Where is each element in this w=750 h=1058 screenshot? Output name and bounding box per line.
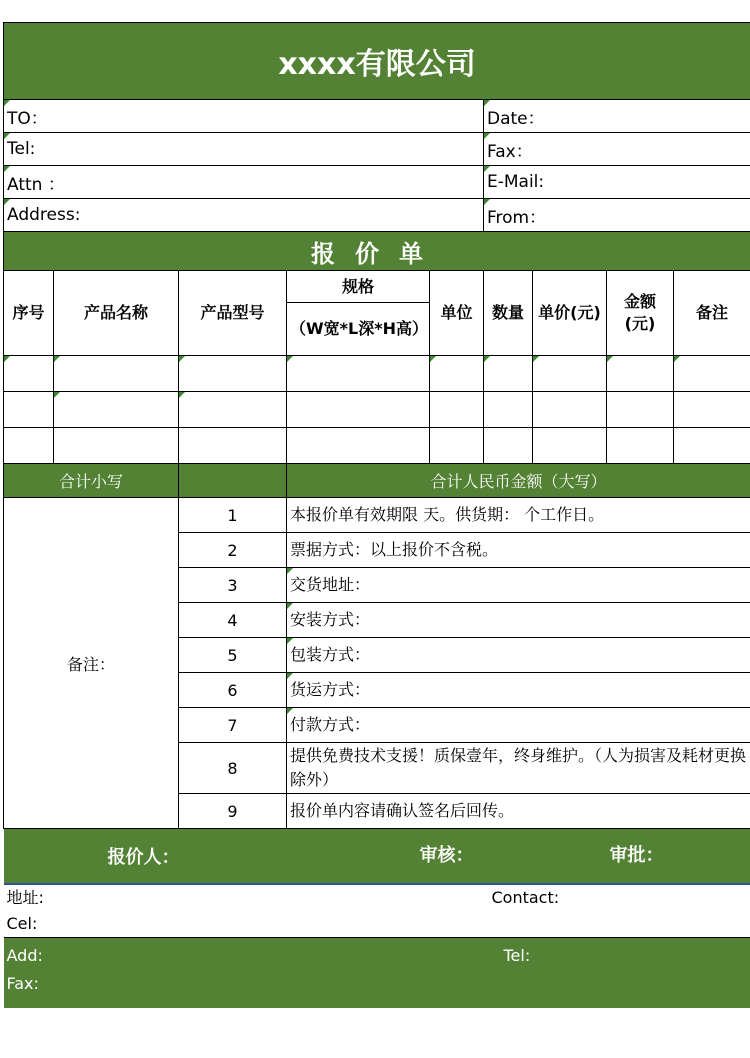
note-text[interactable]: 本报价单有效期限 天。供货期： 个工作日。 — [287, 498, 750, 533]
quoter-label: 报价人： — [4, 829, 287, 885]
note-text[interactable]: 报价单内容请确认签名后回传。 — [287, 794, 750, 829]
note-number: 1 — [179, 498, 287, 533]
cell[interactable] — [4, 356, 54, 392]
cell[interactable] — [430, 356, 484, 392]
cell[interactable] — [430, 392, 484, 428]
cell[interactable] — [287, 392, 430, 428]
total-big-label: 合计人民币金额（大写） — [287, 464, 750, 498]
footer-cel: Cel: — [6, 914, 38, 933]
notes-label: 备注： — [4, 498, 179, 829]
note-number: 2 — [179, 533, 287, 568]
footer-bar-left — [4, 938, 484, 1009]
quotation-sheet — [3, 22, 750, 1008]
table-row — [4, 392, 750, 428]
col-spec-sub: （W宽*L深*H高） — [287, 303, 430, 356]
cell[interactable] — [484, 392, 533, 428]
cell[interactable] — [54, 356, 179, 392]
cell[interactable] — [607, 356, 674, 392]
note-text[interactable]: 票据方式：以上报价不含税。 — [287, 533, 750, 568]
note-text[interactable]: 包装方式： — [287, 638, 750, 673]
footer-address: 地址: — [6, 888, 44, 907]
cell[interactable] — [54, 392, 179, 428]
fax-field[interactable]: Fax： — [484, 133, 750, 166]
col-qty: 数量 — [484, 271, 533, 356]
to-field[interactable]: TO： — [4, 100, 484, 133]
tel-field[interactable]: Tel: — [4, 133, 484, 166]
footer-fax: Fax: — [6, 974, 39, 993]
company-title: xxxx有限公司 — [4, 23, 750, 100]
footer-contact-left — [4, 884, 484, 938]
address-field[interactable]: Address: — [4, 199, 484, 232]
footer-tel: Tel: — [484, 938, 750, 1009]
note-text[interactable]: 交货地址： — [287, 568, 750, 603]
note-number: 4 — [179, 603, 287, 638]
footer-add: Add: — [6, 946, 43, 965]
note-text[interactable]: 付款方式： — [287, 708, 750, 743]
col-seq: 序号 — [4, 271, 54, 356]
note-number: 7 — [179, 708, 287, 743]
col-name: 产品名称 — [54, 271, 179, 356]
quotation-table — [3, 22, 750, 1008]
note-number: 3 — [179, 568, 287, 603]
email-field[interactable]: E-Mail: — [484, 166, 750, 199]
table-row — [4, 356, 750, 392]
col-price: 单价(元) — [533, 271, 607, 356]
note-text[interactable]: 安装方式： — [287, 603, 750, 638]
cell[interactable] — [607, 428, 674, 464]
review-signature[interactable] — [484, 829, 607, 885]
cell[interactable] — [54, 428, 179, 464]
cell[interactable] — [179, 356, 287, 392]
col-spec: 规格 — [287, 271, 430, 303]
cell[interactable] — [674, 428, 750, 464]
col-remark: 备注 — [674, 271, 750, 356]
col-amount: 金额(元) — [607, 271, 674, 356]
col-unit: 单位 — [430, 271, 484, 356]
from-field[interactable]: From： — [484, 199, 750, 232]
note-number: 8 — [179, 743, 287, 794]
total-small-label: 合计小写 — [4, 464, 179, 498]
note-number: 5 — [179, 638, 287, 673]
col-model: 产品型号 — [179, 271, 287, 356]
cell[interactable] — [533, 392, 607, 428]
date-field[interactable]: Date： — [484, 100, 750, 133]
cell[interactable] — [674, 356, 750, 392]
cell[interactable] — [533, 428, 607, 464]
note-number: 6 — [179, 673, 287, 708]
cell[interactable] — [430, 428, 484, 464]
cell[interactable] — [484, 428, 533, 464]
cell[interactable] — [287, 428, 430, 464]
cell[interactable] — [674, 392, 750, 428]
cell[interactable] — [179, 392, 287, 428]
cell[interactable] — [179, 428, 287, 464]
cell[interactable] — [607, 392, 674, 428]
review-label: 审核： — [287, 829, 484, 885]
total-small-value[interactable] — [179, 464, 287, 498]
cell[interactable] — [484, 356, 533, 392]
attn-field[interactable]: Attn ： — [4, 166, 484, 199]
note-number: 9 — [179, 794, 287, 829]
footer-contact: Contact: — [484, 884, 750, 938]
cell[interactable] — [4, 392, 54, 428]
table-row — [4, 428, 750, 464]
note-text[interactable]: 货运方式： — [287, 673, 750, 708]
cell[interactable] — [287, 356, 430, 392]
note-text[interactable]: 提供免费技术支援！质保壹年，终身维护。（人为损害及耗材更换除外） — [287, 743, 750, 794]
cell[interactable] — [4, 428, 54, 464]
sheet-title: 报价单 — [4, 232, 750, 271]
approve-label: 审批： — [607, 829, 750, 885]
cell[interactable] — [533, 356, 607, 392]
